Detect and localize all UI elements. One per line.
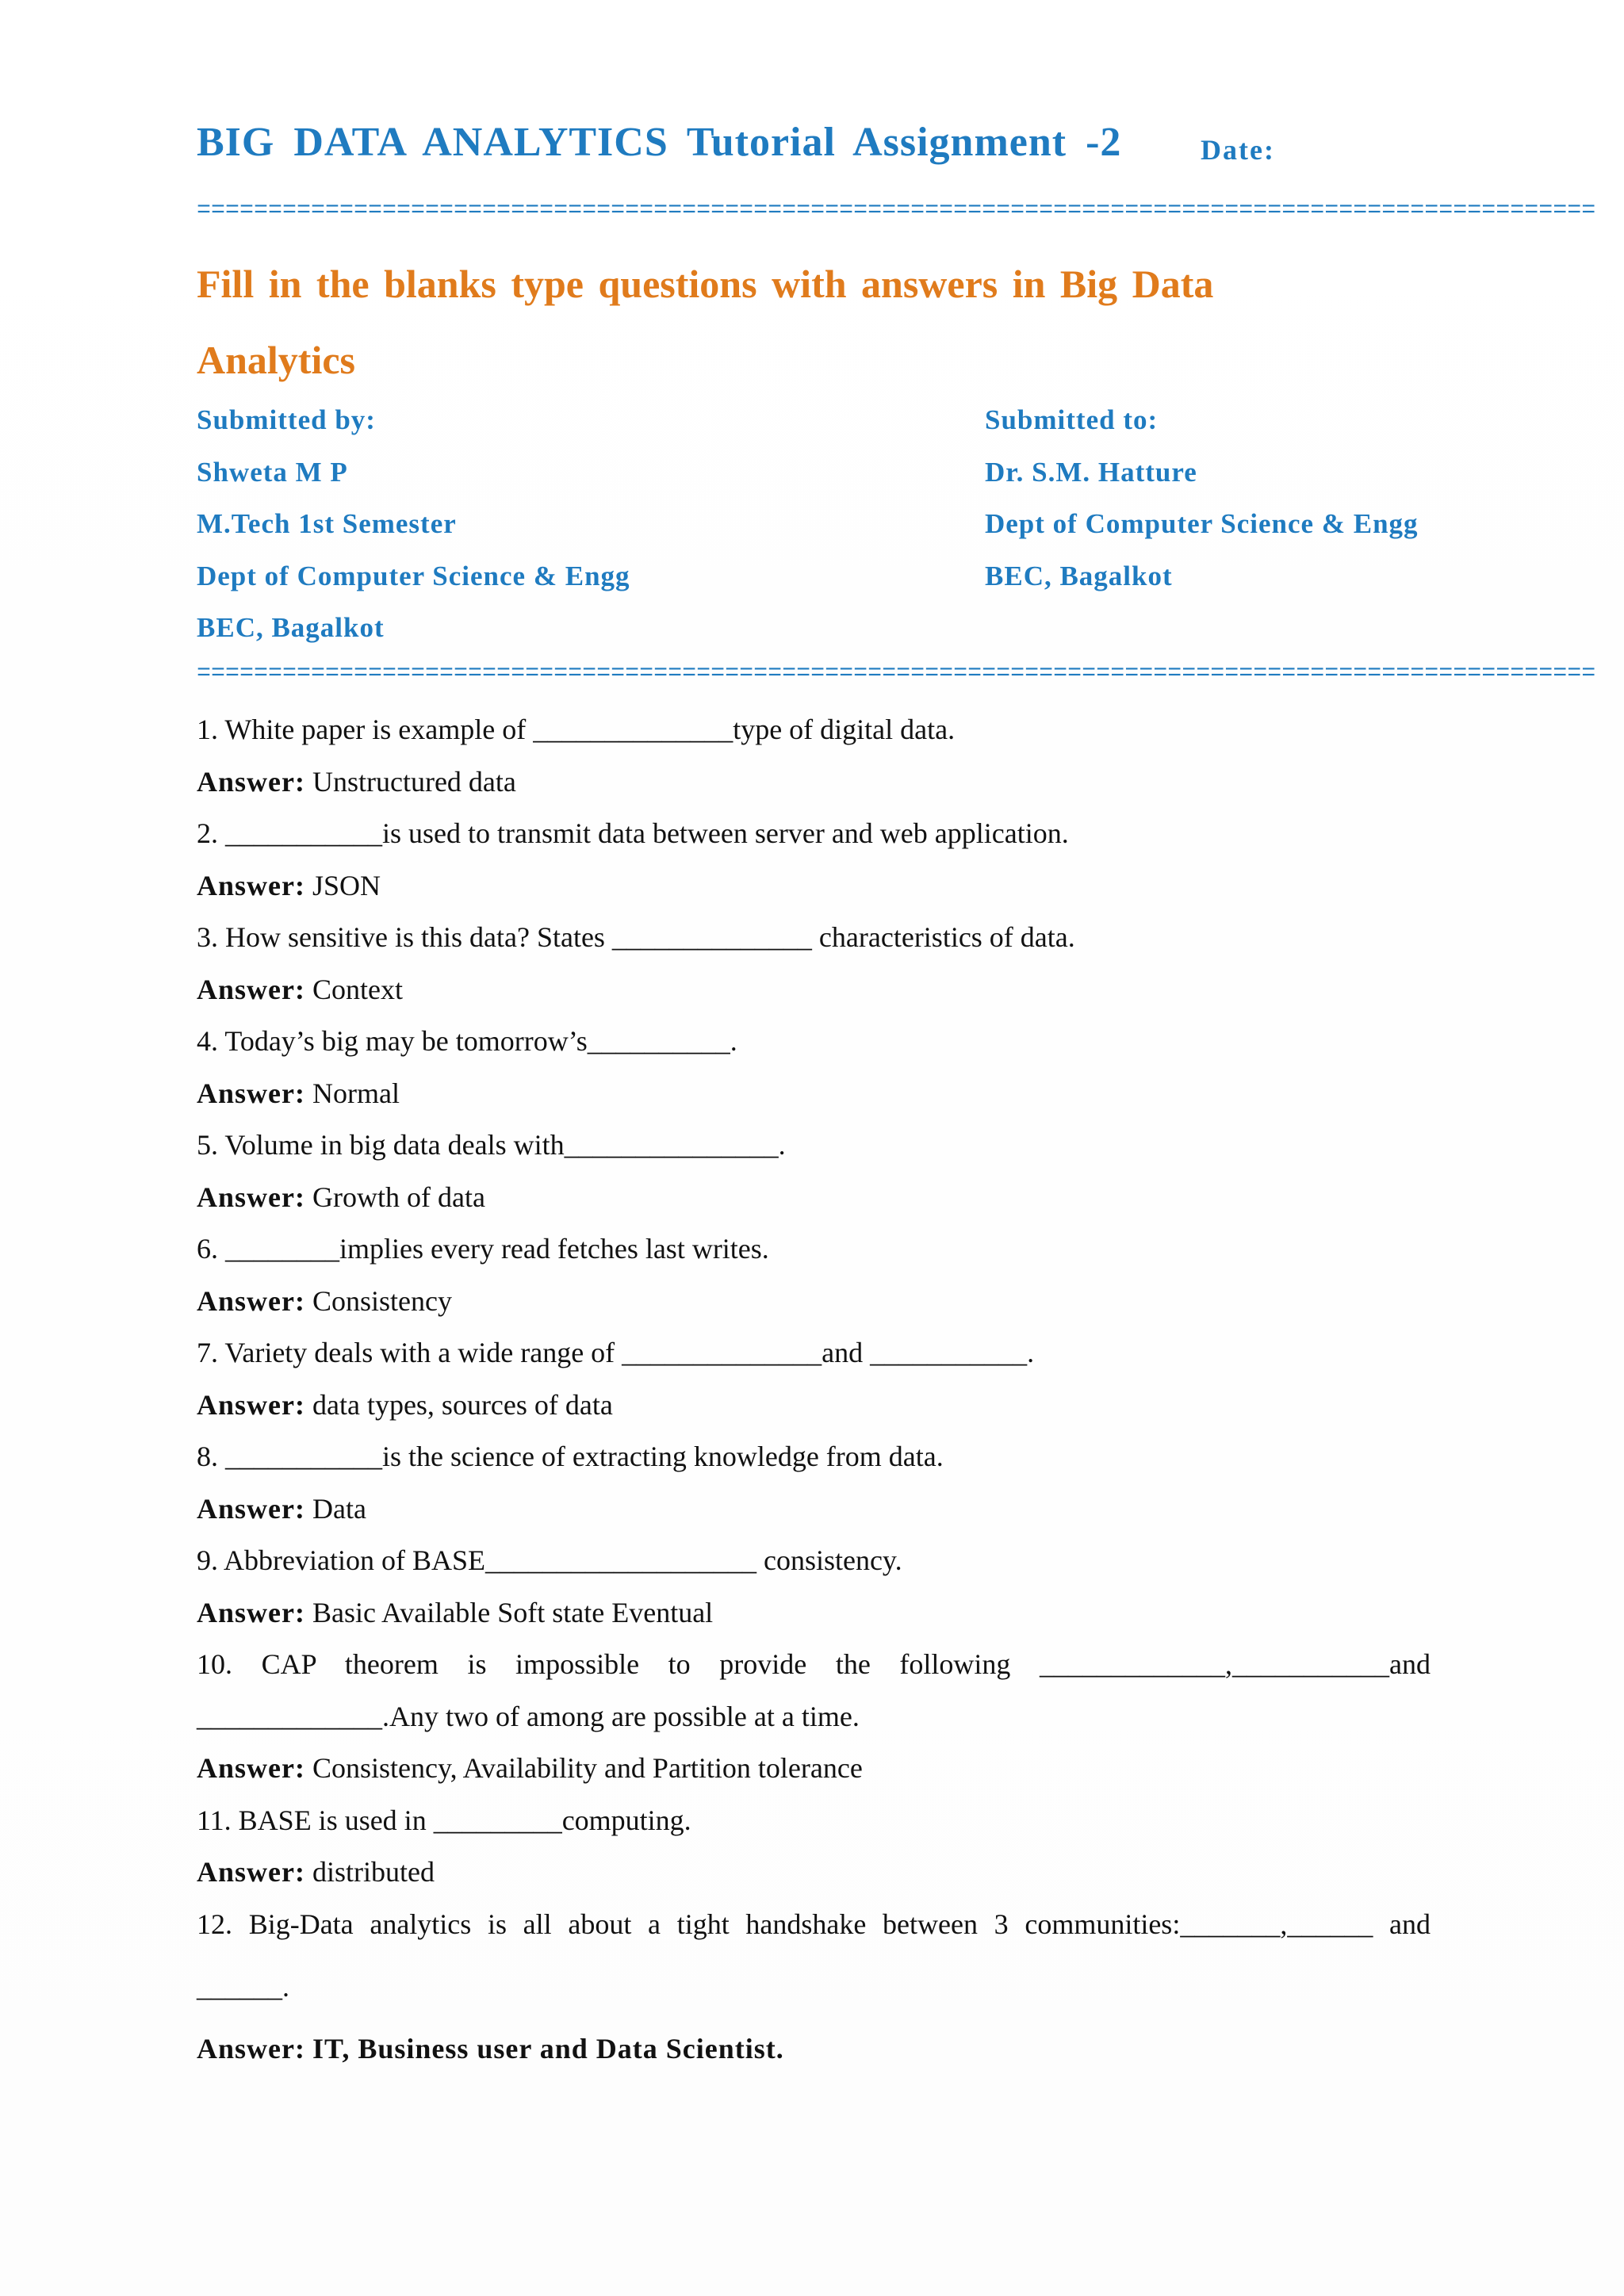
date-label: Date: bbox=[1201, 134, 1275, 166]
question-text: 11. BASE is used in _________computing. bbox=[197, 1804, 691, 1836]
answer-text: Basic Available Soft state Eventual bbox=[312, 1596, 714, 1628]
student-name: Shweta M P bbox=[197, 456, 348, 488]
question-text: 9. Abbreviation of BASE___________________ consistency. bbox=[197, 1544, 902, 1576]
student-course: M.Tech 1st Semester bbox=[197, 508, 457, 539]
answer-label: Answer: bbox=[197, 2033, 305, 2064]
answer-text: data types, sources of data bbox=[312, 1388, 613, 1421]
answer-line bbox=[197, 1743, 1431, 1795]
page-title: BIG DATA ANALYTICS Tutorial Assignment -2 bbox=[197, 120, 1122, 165]
answer-line bbox=[197, 756, 1431, 809]
subtitle bbox=[197, 246, 1434, 398]
answer-label: Answer: bbox=[197, 1284, 305, 1317]
question-text: 4. Today’s big may be tomorrow’s__________. bbox=[197, 1025, 737, 1057]
subtitle-line: Fill in the blanks type questions with answers in Big Data bbox=[197, 262, 1214, 306]
question-text-continued: _____________.Any two of among are possible at a time. bbox=[197, 1700, 860, 1732]
answer-text: IT, Business user and Data Scientist. bbox=[312, 2033, 784, 2064]
question-text-continued: ______. bbox=[197, 1971, 289, 2003]
submitted-by-block bbox=[197, 400, 630, 660]
answer-label: Answer: bbox=[197, 1492, 305, 1525]
answer-text: Unstructured data bbox=[312, 765, 516, 798]
student-college: BEC, Bagalkot bbox=[197, 612, 385, 643]
answer-label: Answer: bbox=[197, 973, 305, 1005]
faculty-name: Dr. S.M. Hatture bbox=[985, 456, 1197, 488]
submitted-to-block bbox=[985, 400, 1419, 607]
answer-line bbox=[197, 1846, 1431, 1899]
answer-line bbox=[197, 2023, 1431, 2076]
question-text: 3. How sensitive is this data? States ______________ characteristics of data. bbox=[197, 921, 1075, 953]
question-text: 12. Big-Data analytics is all about a tight handshake between 3 communities:_______,______ and bbox=[197, 1908, 1431, 1940]
submitted-to-label: Submitted to: bbox=[985, 404, 1159, 435]
divider-rule: ================================================================================================== bbox=[197, 660, 1596, 687]
answer-line bbox=[197, 860, 1431, 913]
answer-label: Answer: bbox=[197, 1077, 305, 1109]
answer-text: distributed bbox=[312, 1856, 435, 1888]
question-text: 2. ___________is used to transmit data between server and web application. bbox=[197, 817, 1069, 849]
answer-label: Answer: bbox=[197, 1856, 305, 1888]
faculty-dept: Dept of Computer Science & Engg bbox=[985, 508, 1419, 539]
answer-text: Normal bbox=[312, 1077, 400, 1109]
answer-label: Answer: bbox=[197, 1752, 305, 1784]
question-text: 7. Variety deals with a wide range of ______________and ___________. bbox=[197, 1337, 1035, 1368]
faculty-college: BEC, Bagalkot bbox=[985, 560, 1173, 591]
question-text: 1. White paper is example of ______________type of digital data. bbox=[197, 714, 956, 745]
answer-text: Growth of data bbox=[312, 1181, 485, 1213]
answer-line bbox=[197, 1483, 1431, 1536]
answer-text: Consistency bbox=[312, 1284, 452, 1317]
question-text: 6. ________implies every read fetches last writes. bbox=[197, 1233, 769, 1265]
submitted-by-label: Submitted by: bbox=[197, 404, 376, 435]
question-text: 8. ___________is the science of extracting knowledge from data. bbox=[197, 1441, 944, 1472]
answer-label: Answer: bbox=[197, 765, 305, 798]
question-list bbox=[197, 704, 1431, 2076]
answer-label: Answer: bbox=[197, 1388, 305, 1421]
answer-line bbox=[197, 964, 1431, 1016]
question-text: 5. Volume in big data deals with_______________. bbox=[197, 1129, 786, 1161]
answer-line bbox=[197, 1068, 1431, 1120]
divider-rule: ================================================================================================== bbox=[197, 197, 1596, 224]
answer-text: Consistency, Availability and Partition tolerance bbox=[312, 1752, 863, 1784]
answer-line bbox=[197, 1172, 1431, 1224]
answer-text: JSON bbox=[312, 869, 381, 901]
answer-label: Answer: bbox=[197, 1181, 305, 1213]
answer-text: Data bbox=[312, 1492, 366, 1525]
answer-line bbox=[197, 1587, 1431, 1640]
student-dept: Dept of Computer Science & Engg bbox=[197, 560, 630, 591]
answer-line bbox=[197, 1276, 1431, 1328]
answer-line bbox=[197, 1380, 1431, 1432]
answer-text: Context bbox=[312, 973, 403, 1005]
answer-label: Answer: bbox=[197, 869, 305, 901]
subtitle-line: Analytics bbox=[197, 338, 355, 382]
question-text: 10. CAP theorem is impossible to provide the following _____________,___________and bbox=[197, 1648, 1431, 1680]
answer-label: Answer: bbox=[197, 1596, 305, 1628]
